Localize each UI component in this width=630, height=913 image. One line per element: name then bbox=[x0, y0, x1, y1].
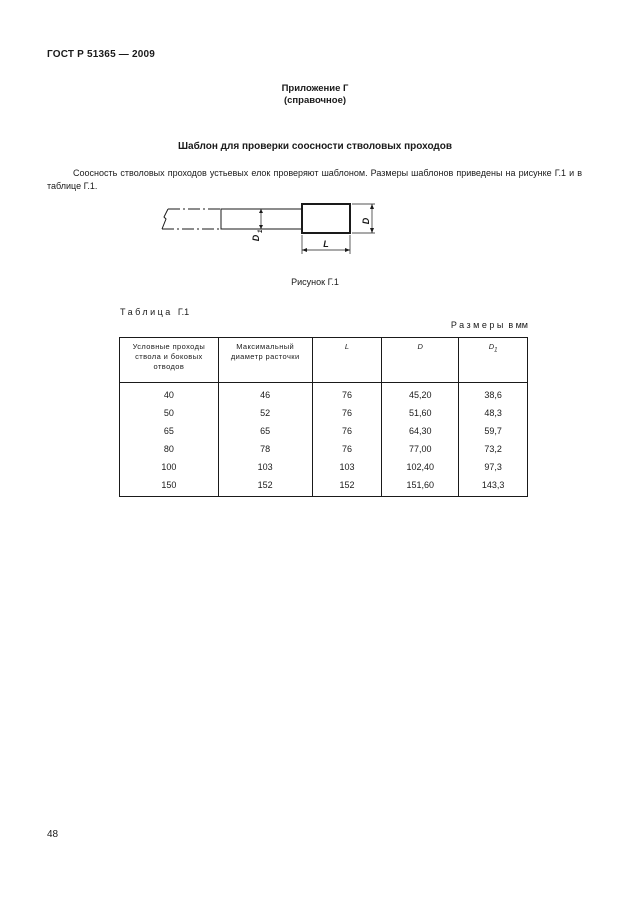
figure-caption: Рисунок Г.1 bbox=[291, 277, 339, 287]
table-units: Размеры в мм bbox=[450, 320, 528, 330]
table-row: 80 78 76 77,00 73,2 bbox=[120, 440, 528, 458]
header-max-bore-diameter: Максимальный диаметр расточки bbox=[218, 338, 312, 383]
gauge-head bbox=[302, 204, 350, 233]
table-row: 150 152 152 151,60 143,3 bbox=[120, 476, 528, 497]
label-d: D bbox=[361, 217, 371, 225]
label-l: L bbox=[323, 239, 329, 249]
break-line bbox=[162, 209, 168, 229]
svg-text:1: 1 bbox=[258, 229, 264, 233]
table-label: Таблица Г.1 bbox=[120, 307, 190, 317]
header-d: D bbox=[382, 338, 459, 383]
table-row: 100 103 103 102,40 97,3 bbox=[120, 458, 528, 476]
body-paragraph: Соосность стволовых проходов устьевых елок проверяют шаблоном. Размеры шаблонов приведены на рисунке Г.1 и в таблице Г.1. bbox=[47, 168, 582, 191]
table-row: 40 46 76 45,20 38,6 bbox=[120, 383, 528, 405]
section-title: Шаблон для проверки соосности стволовых проходов bbox=[177, 141, 453, 152]
table-row: 65 65 76 64,30 59,7 bbox=[120, 422, 528, 440]
table-row: 50 52 76 51,60 48,3 bbox=[120, 404, 528, 422]
table-header-row bbox=[120, 338, 528, 383]
header-nominal-bore: Условные проходы ствола и боковых отводов bbox=[120, 338, 219, 383]
header-l: L bbox=[312, 338, 382, 383]
dimensions-table bbox=[119, 337, 528, 497]
appendix-title: Приложение Г bbox=[281, 83, 349, 94]
gauge-drawing bbox=[155, 200, 385, 262]
label-d1 bbox=[251, 229, 264, 241]
page-number: 48 bbox=[47, 829, 59, 840]
svg-text:D: D bbox=[251, 234, 261, 242]
appendix-subtitle: (справочное) bbox=[283, 95, 347, 106]
header-d1: $D_1$ bbox=[459, 338, 528, 383]
document-code: ГОСТ Р 51365 — 2009 bbox=[47, 49, 156, 60]
